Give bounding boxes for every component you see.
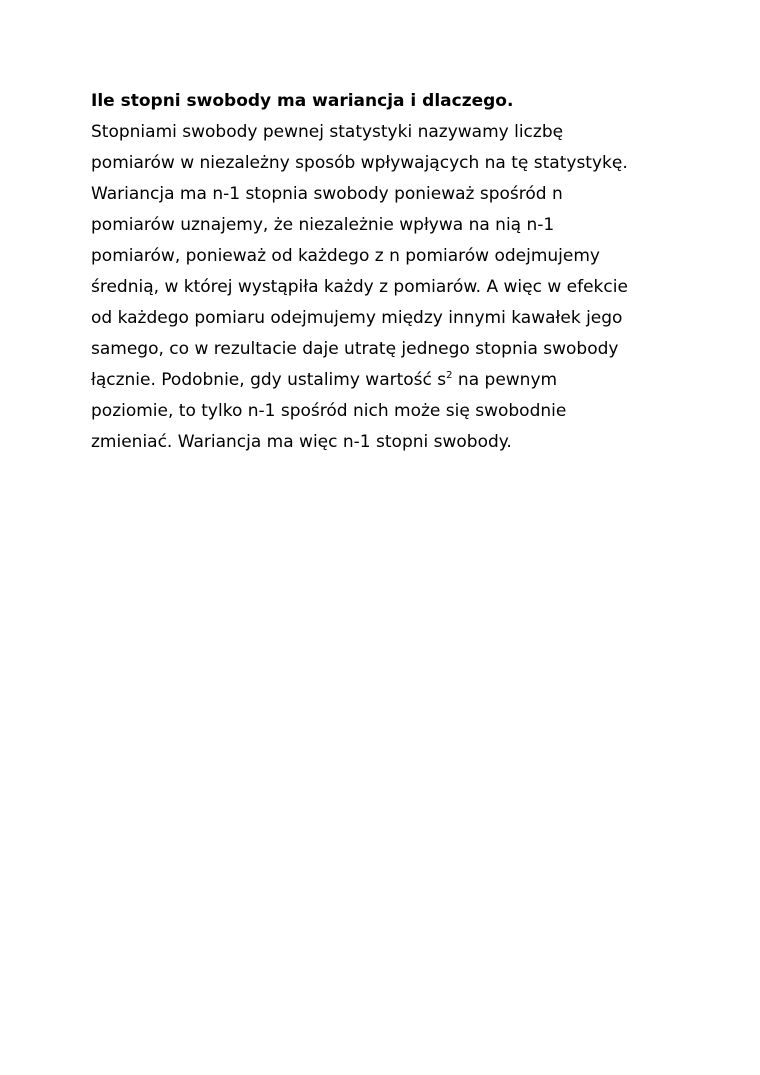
paragraph-line-9 [91,365,681,396]
document-title: Ile stopni swobody ma wariancja i dlaczego. [91,91,514,111]
paragraph-line-4: pomiarów uznajemy, że niezależnie wpływa na nią n-1 [91,215,555,235]
paragraph-line-2: pomiarów w niezależny sposób wpływających na tę statystykę. [91,153,628,173]
paragraph-line-8: samego, co w rezultacie daje utratę jednego stopnia swobody [91,339,619,359]
paragraph-line-6: średnią, w której wystąpiła każdy z pomiarów. A więc w efekcie [91,277,628,297]
paragraph-line-7: od każdego pomiaru odejmujemy między innymi kawałek jego [91,308,623,328]
paragraph-line-10: poziomie, to tylko n-1 spośród nich może się swobodnie [91,401,567,421]
document-content [91,86,681,458]
document-paragraph [91,117,681,458]
paragraph-line-5: pomiarów, ponieważ od każdego z n pomiarów odejmujemy [91,246,600,266]
squared-superscript: 2 [446,370,453,381]
paragraph-line-1: Stopniami swobody pewnej statystyki nazywamy liczbę [91,122,564,142]
line-9-text-after: na pewnym [452,370,558,390]
paragraph-line-11: zmieniać. Wariancja ma więc n-1 stopni swobody. [91,432,512,452]
paragraph-line-3: Wariancja ma n-1 stopnia swobody ponieważ spośród n [91,184,563,204]
line-9-text-before: łącznie. Podobnie, gdy ustalimy wartość s [91,370,447,390]
